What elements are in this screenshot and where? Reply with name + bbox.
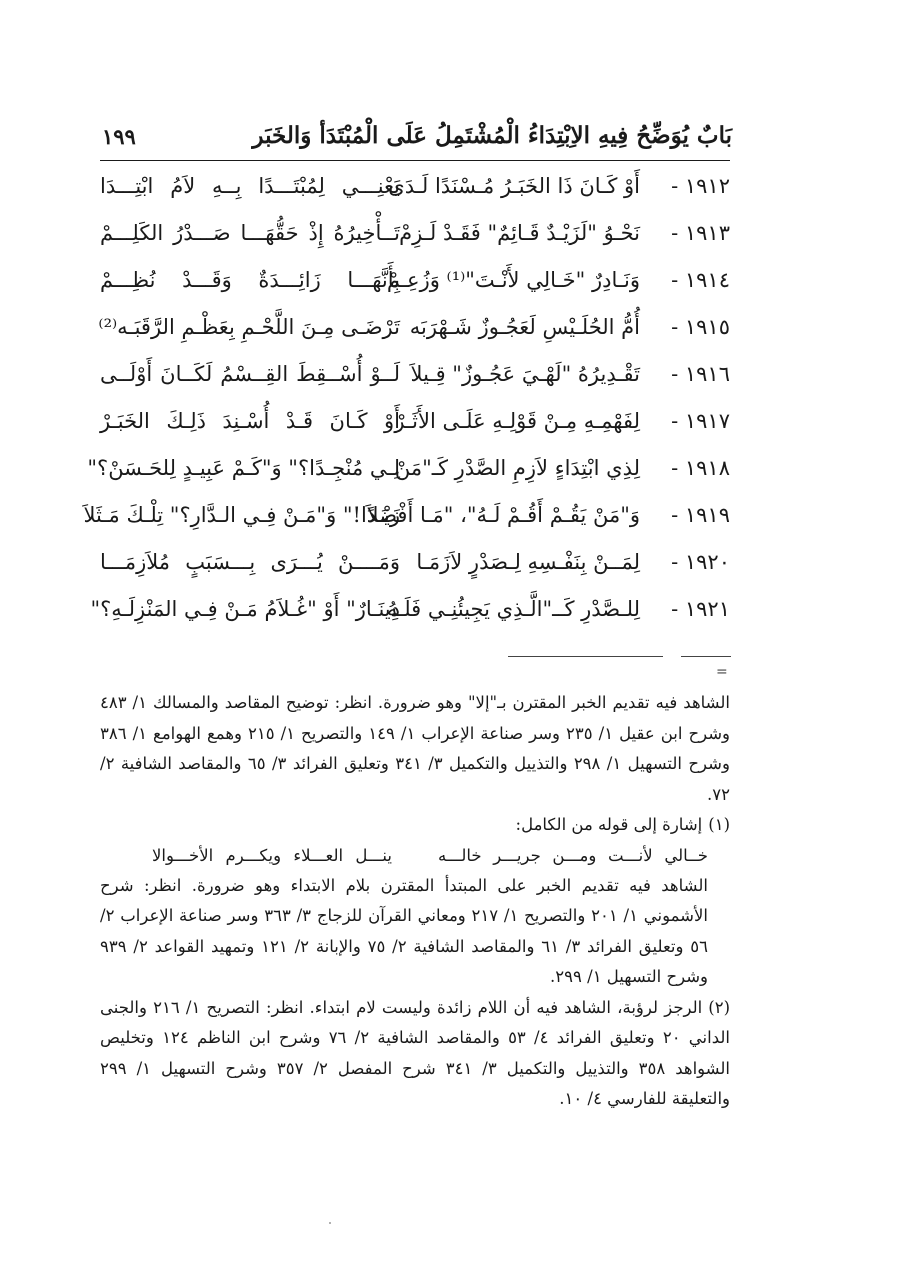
verse-row (83, 495, 730, 542)
verse-row (100, 542, 730, 589)
second-hemistich: دِينَـارٌ" أَوْ "غُـلاَمُ مَـنْ فِـي المَنْزِلَـهِ؟" (90, 597, 400, 621)
verse-number: ١٩١٧ - (671, 409, 730, 433)
first-hemistich: لِلـصَّدْرِ كَــ"الَّـذِي يَجِيئُنِـي فَلَـهُ (386, 597, 640, 621)
second-hemistich: تَرْضَـى مِـنَ اللَّحْـمِ بِعَظْـمِ الرَّقَبَـه⁽²⁾ (98, 315, 400, 339)
verse-row (87, 448, 730, 495)
footnote-1-intro-line (100, 810, 730, 841)
footnote-marker: (١) (708, 815, 730, 834)
running-title: بَابٌ يُوَضِّحُ فِيهِ الاِبْتِدَاءُ الْمُشْتَمِلُ عَلَى الْمُبْتَدَأ وَالخَبَر (252, 122, 732, 149)
page-number: ١٩٩ (102, 124, 136, 149)
verse-row (100, 401, 730, 448)
poem-second-hemistich: ينـــل العـــلاء ويكـــرم الأخـــوالا (152, 845, 392, 865)
first-hemistich: نَحْـوُ "لَزَيْـدٌ قَـائِمٌ" فَقَـدْ لَـزِمْ (399, 221, 640, 245)
second-hemistich: تَــأْخِيرُهُ إِذْ حَقُّهَـــا صَـــدْرُ الكَلِـــمْ (100, 221, 400, 245)
footnote-separator-short (681, 656, 731, 657)
first-hemistich: أَوْ كَـانَ ذَا الخَبَـرُ مُـسْنَدًا لَـدَى (388, 174, 640, 198)
verse-row (100, 354, 730, 401)
page-header (100, 118, 732, 162)
verse-number: ١٩٢١ - (671, 597, 730, 621)
verse-row (100, 260, 730, 307)
footnote-1 (100, 810, 730, 993)
second-hemistich: أَوْ كَـانَ قَـدْ أُسْـنِدَ ذَلِـكَ الخَبَـرْ (100, 409, 400, 433)
verse-number: ١٩١٨ - (671, 456, 730, 480)
footnotes (100, 688, 730, 1115)
footnote-2-text: الرجز لرؤبة، الشاهد فيه أن اللام زائدة وليست لام ابتداء. انظر: التصريح ١/ ٢١٦ والجنى الداني ٢٠ وتعليق الفرائد ٤/ ٥٣ والمقاصد الشافية ٢/ ٧٦ وشرح ابن الناظم ١٢٤ وتخليص الشواهد ٣٥٨ والتذييل والتكميل ٣/ ٣٤١ شرح المفصل ٢/ ٣٥٧ وشرح التسهيل ١/ ٢٩٩ والتعليقة للفارسي ٤/ ١٠. (100, 997, 731, 1108)
second-hemistich: لَــوْ أُسْــقِطَ القِــسْمُ لَكَــانَ أَوْلَــى (100, 362, 400, 386)
verse-number: ١٩٢٠ - (671, 550, 730, 574)
first-hemistich: أُمُّ الحُلَـيْسِ لَعَجُـوزٌ شَـهْرَبَه (409, 315, 640, 339)
second-hemistich: وَمَــــنْ يُـــرَى بِـــسَبَبٍ مُلاَزِمَـــا (100, 550, 400, 574)
footnote-1-intro: إشارة إلى قوله من الكامل: (515, 815, 703, 834)
verse-number: ١٩١٥ - (671, 315, 730, 339)
footnote-2-text-line (100, 993, 730, 1115)
first-hemistich: وَ"مَنْ يَقُـمْ أَقُـمْ لَـهُ"، "مَـا أَفْضَلاَ (366, 503, 640, 527)
verse-number: ١٩١٤ - (671, 268, 730, 292)
verse-row (100, 166, 730, 213)
first-hemistich: وَنَـادِرٌ "خَـالِي لأَنْـتَ"⁽¹⁾ وَزُعِـمْ (386, 268, 640, 292)
second-hemistich: بِأَنَّهَـــا زَائِـــدَةٌ وَقَـــدْ نُظِـــمْ (100, 268, 400, 292)
footnote-2 (100, 993, 730, 1115)
footnote-marker: (٢) (708, 997, 730, 1017)
verse-number: ١٩١٦ - (671, 362, 730, 386)
verse-number: ١٩١٢ - (671, 174, 730, 198)
verse-number: ١٩١٩ - (671, 503, 730, 527)
second-hemistich: زَيْـدًا!" وَ"مَـنْ فِـي الـدَّارِ؟" تِلْـكَ مَـثَلاَ (83, 503, 400, 527)
continuation-mark: = (716, 664, 728, 680)
verse-list (83, 166, 730, 636)
verse-row (100, 213, 730, 260)
verse-row (90, 589, 730, 636)
verse-row (100, 307, 730, 354)
poem-first-hemistich: خــالي لأنـــت ومـــن جريـــر خالـــه (438, 845, 708, 865)
second-hemistich: يَعْنِـــي لِمُبْتَـــدًا بِــهِ لاَمُ ابْتِـــدَا (100, 174, 400, 198)
print-speck (329, 1222, 331, 1224)
second-hemistich: لِـي مُنْجِـدًا؟" وَ"كَـمْ عَبِيـدٍ لِلحَـسَنْ؟" (87, 456, 400, 480)
first-hemistich: لِفَهْمِـهِ مِـنْ قَوْلِـهِ عَلَـى الأَثَـرْ (394, 409, 640, 433)
footnote-1-poem (100, 841, 730, 871)
first-hemistich: لِمَــنْ بِنَفْـسِهِ لِـصَدْرٍ لاَزَمَـا (416, 550, 640, 574)
footnote-1-body: الشاهد فيه تقديم الخبر على المبتدأ المقترن بلام الابتداء وهو ضرورة. انظر: شرح الأشموني ١/ ٢٠١ والتصريح ١/ ٢١٧ ومعاني القرآن للزجاج ٣/ ٣٦٣ وسر صناعة الإعراب ٢/ ٥٦ وتعليق الفرائد ٣/ ٦١ والمقاصد الشافية ٢/ ٧٥ والإبانة ٢/ ١٢١ وتمهيد القواعد ٢/ ٩٣٩ وشرح التسهيل ١/ ٢٩٩. (100, 875, 709, 986)
footnote-continuation: الشاهد فيه تقديم الخبر المقترن بـ"إلا" وهو ضرورة. انظر: توضيح المقاصد والمسالك ١/ ٤٨٣ وشرح ابن عقيل ١/ ٢٣٥ وسر صناعة الإعراب ١/ ١٤٩ والتصريح ١/ ٢١٥ وهمع الهوامع ١/ ٣٨٦ وشرح التسهيل ١/ ٢٩٨ والتذييل والتكميل ٣/ ٣٤١ وتعليق الفرائد ٣/ ٦٥ والمقاصد الشافية ٢/ ٧٢. (100, 693, 731, 804)
first-hemistich: لِذِي ابْتِدَاءٍ لاَزِمِ الصَّدْرِ كَـ"مَنْ (394, 456, 640, 480)
first-hemistich: تَقْـدِيرُهُ "لَهْـيَ عَجُـوزٌ" قِـيلاَ (410, 362, 640, 386)
verse-number: ١٩١٣ - (671, 221, 730, 245)
footnote-separator (508, 656, 663, 657)
header-rule (100, 160, 730, 161)
